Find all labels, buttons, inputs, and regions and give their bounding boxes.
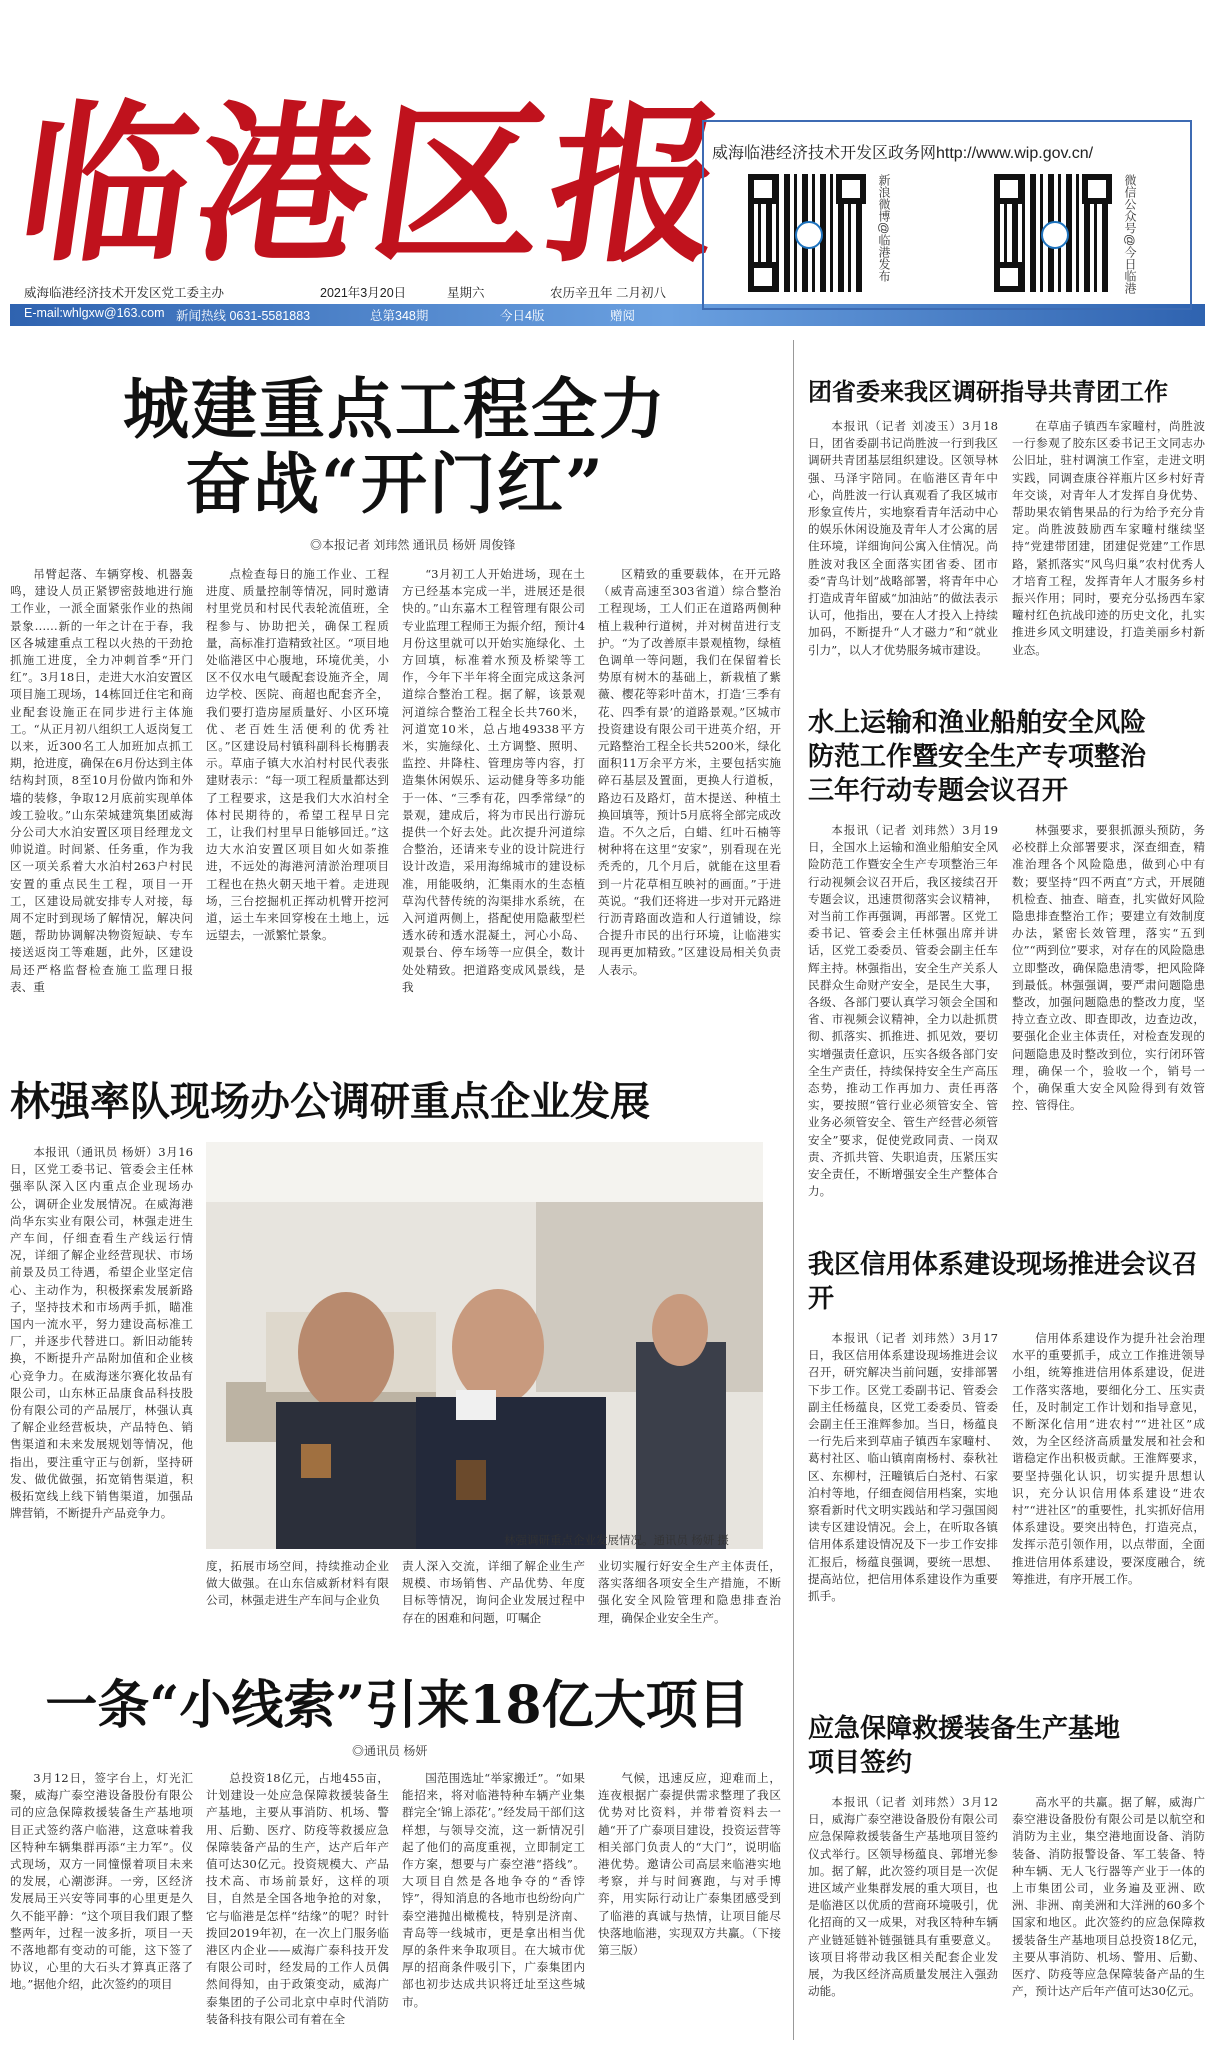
info-box [702, 120, 1192, 310]
article3-headline-line1: 水上运输和渔业船舶安全风险 [808, 708, 1147, 738]
article4-lower-col-1: 度，拓展市场空间，持续推动企业做大做强。在山东信威新材料有限公司，林强走进生产车间与企业负 [206, 1559, 389, 1608]
article3-col-2: 林强要求，要狠抓源头预防，务必校群上众部署要求，深查细查，精准治理各个风险隐患，做到心中有数；要坚持“四不两直”方式，开展随机检查、抽查、暗查，扎实做好风险隐患排查整治工作；要建立有效制度办法，紧密长效管理，落实“五到位”“两到位”要求，对存在的风险隐患立即整改，确保隐患清零，把风险降到最低。林强强调，要严肃问题隐患整改，加强问题隐患的整改力度，坚持立查立改、即查即改，边查边改，要强化企业主体责任，对检查发现的问题隐患及时整改到位，实行闭环管理，确保一个，验收一个，销号一个，确保重大安全风险得到有效管控、管得住。 [1012, 823, 1205, 1113]
article2-headline: 团省委来我区调研指导共青团工作 [808, 377, 1168, 406]
weibo-qr-code[interactable] [748, 174, 866, 292]
issue-pages: 今日4版 [500, 309, 545, 323]
article4-lower-col-2: 责人深入交流，详细了解企业生产规模、市场销售、产品优势、年度目标等情况，询问企业发展过程中存在的困难和问题，叮嘱企 [402, 1559, 585, 1625]
photo-scene [206, 1142, 763, 1549]
article6-col-4: 气候，迅速反应，迎难而上，连夜根据广泰提供需求整理了我区优势对比资料，并带着资料去一趟“开了广泰项目建设，投资运营等相关部门负责人的“大门”，说明临港优势。邀请公司高层来临港实地考察，并与时间赛跑，与对手博弈，用实际行动让广泰集团感受到了临港的真诚与热情，让项目能尽快落地临港，实现双方共赢。（下接第三版） [598, 1771, 781, 1958]
article5-col-1: 本报讯（记者 刘玮然）3月17日，我区信用体系建设现场推进会议召开，研究解决当前问题，安排部署下步工作。区党工委副书记、管委会副主任杨蕴良，区党工委委员、管委会副主任王淮辉参加。当日，杨蕴良一行先后来到草庙子镇西车家疃村、葛村社区、临山镇南南杨村、泰秋社区、东柳村，汪疃镇后白尧村、石家泊村等地，仔细查阅信用档案，实地察看新时代文明实践站和学习强国阅读专区建设情况。会上，在听取各镇信用体系建设情况及下一步工作安排汇报后，杨蕴良强调，要统一思想、提高站位，把信用体系建设作为重要抓手。 [808, 1331, 998, 1604]
issue-number: 总第348期 [370, 309, 429, 323]
photo-caption: 林强调研重点企业发展情况。通讯员 杨妍 摄 [504, 1535, 729, 1547]
article7-col-2: 高水平的共赢。据了解，威海广泰空港设备股份有限公司是以航空和消防为主业，集空港地面设备、消防装备、消防报警设备、军工装备、特种车辆、无人飞行器等产业于一体的上市集团公司，业务遍及亚洲、欧洲、非洲、南美洲和大洋洲的60多个国家和地区。此次签约的应急保障救援装备生产基地项目总投资18亿元，主要从事消防、机场、警用、后勤、医疗、防疫等应急保障装备产品的生产，预计达产后年产值可达30亿元。 [1012, 1795, 1205, 1999]
issue-date: 2021年3月20日 [320, 286, 407, 300]
article6-byline: ◎通讯员 杨妍 [352, 1744, 428, 1758]
article1-col-3: “3月初工人开始进场，现在土方已经基本完成一半，进展还是很快的。”山东嘉木工程管理有限公司专业监理工程师王为振介绍，预计4月份这里就可以开始实施绿化、土方回填，标准着水预及桥梁等工作，今年下半年将全面完成这条河道综合整治工程。据了解，该景观河道综合整治工程全长共760米，河道宽10米，总占地49338平方米，实施绿化、土方调整、照明、监控、井降柱、管理房等内容，打造集休闲娱乐、运动健身等多功能于一体、“三季有花，四季常绿”的景观，建成后，将为市民出行游玩提供一个好去处。此次提升河道综合整治，还请来专业的设计院进行设计改造，采用海绵城市的建设标准，用能吸纳，汇集雨水的生态植草沟代替传统的沟渠排水系统，在入河道两侧上，搭配使用隐蔽型栏透水砖和透水混凝土，河心小岛、观景台、停车场等一应俱全，数计处处精致。把道路变成风景线，是我 [402, 567, 585, 994]
website-url[interactable]: 威海临港经济技术开发区政务网http://www.wip.gov.cn/ [712, 145, 1094, 162]
article1-col-4: 区精致的重要载体，在开元路（威青高速至303省道）综合整治工程现场，工人们正在道路两侧种植上栽种行道树，并对树苗进行支护。“为了改善原丰景观植物，绿植色调单一等问题，我们在保留着长势原有树木的基础上，新栽植了紫薇、樱花等彩叶苗木，打造‘三季有花、四季有景’的道路景观。”区城市投资建设有限公司干进英介绍，开元路整治工程全长共5200米，绿化面积11万余平方米，主要包括实施碎石基层及置面，更换人行道板，路边石及路灯，苗木提送、种植土换回填等，预计5月底将全部完成改造。不久之后，白蜡、红叶石楠等树种将在这里“安家”，别看现在光秃秃的，几个月后，就能在这里看到一片花草相互映衬的画面。”于进英说。“我们还将进一步对开元路进行沥青路面改造和人行道铺设，综合提升市民的出行环境，让临港实现再更加精致。”区建设局相关负责人表示。 [598, 567, 781, 977]
article1-byline: ◎本报记者 刘玮然 通讯员 杨妍 周俊锋 [310, 538, 516, 552]
hotline: 新闻热线 0631-5581883 [176, 309, 311, 323]
article6-col-3: 国范围选址“举家搬迁”。“如果能招来，将对临港特种车辆产业集群完全‘锦上添花’。”经发局干部们这样想，与领导交流，这一新情况引起了他们的高度重视，立即制定工作方案，想要与广泰空港“搭线”。大项目自然是各地争夺的“香饽饽”，得知消息的各地市也纷纷向广泰空港抛出橄榄枝，特别是济南、青岛等一线城市，更是拿出相当优厚的条件来争取项目。在大城市优厚的招商条件吸引下，广泰集团内部也初步达成共识将迁址至这些城市。 [402, 1771, 585, 2009]
issue-weekday: 星期六 [447, 286, 485, 300]
article4-headline: 林强率队现场办公调研重点企业发展 [10, 1078, 650, 1125]
column-divider [793, 340, 794, 2040]
article3-col-1: 本报讯（记者 刘玮然）3月19日，全国水上运输和渔业船舶安全风险防范工作暨安全生产专项整治三年行动视频会议召开后，我区接续召开专题会议，迅速贯彻落实会议精神，对当前工作再强调，再部署。区党工委书记、管委会主任林强出席并讲话，区党工委委员、管委会副主任车辉主持。林强指出，安全生产关系人民群众生命财产安全，是民生大事，各级、各部门要认真学习领会全国和省、市视频会议精神，全力以赴抓贯彻、抓落实、抓推进、抓见效，要切实增强责任意识，压实各级各部门安全生产责任，持续保持安全生产高压态势，推动工作再加力、责任再落实，要按照“管行业必须管安全、管业务必须管安全、管生产经营必须管安全”要求，促使党政同责、一岗双责、齐抓共管、失职追责，压紧压实安全责任，不断增强安全生产整体合力。 [808, 823, 998, 1199]
article3-headline-line2: 防范工作暨安全生产专项整治 [808, 742, 1147, 772]
article7-headline-line2: 项目签约 [808, 1748, 913, 1778]
article1-headline-line1: 城建重点工程全力 [123, 370, 667, 448]
wechat-qr-code[interactable] [994, 174, 1112, 292]
article5-col-2: 信用体系建设作为提升社会治理水平的重要抓手，成立工作推进领导小组，统筹推进信用体系建设，促进工作落实落地，要细化分工、压实责任，及时制定工作计划和指导意见，不断深化信用“进农村”“进社区”成效，为全区经济高质量发展和社会和谐稳定作出积极贡献。王淮辉要求，要坚持强化认识，切实提升思想认识，充分认识信用体系建设“进农村”“进社区”的重要性，扎实抓好信用体系建设。要突出特色，打造亮点，发挥示范引领作用，以点带面，全面推进信用体系建设，要深度融合，统筹推进，有序开展工作。 [1012, 1331, 1205, 1586]
article1-col-2: 点检查每日的施工作业、工程进度、质量控制等情况，同时邀请村里党员和村民代表轮流值班，全程参与、协助把关，确保工程质量，高标准打造精致社区。“项目地处临港区中心腹地，环境优美，小区不仅水电气暖配套设施齐全，周边学校、医院、商超也配套齐全，我们要打造房屋质量好、小区环境优、老百姓生活便利的优秀社区。”区建设局村镇科副科长梅鹏表示。草庙子镇大水泊村村民代表张建财表示：“每一项工程质量都达到了工程要求，这是我们大水泊村全体村民期待的，希望工程早日完工，让我们村里早日能够回迁。”这边大水泊安置区项目如火如荼推进，不远处的海港河清淤治理项目工程也在热火朝天地干着。走进现场，三台挖掘机正挥动机臂开挖河道，运土车来回穿梭在土地上，远远望去，一派繁忙景象。 [206, 567, 389, 943]
photo-enterprise-visit [206, 1142, 763, 1549]
article2-col-2: 在草庙子镇西车家疃村，尚胜波一行参观了胶东区委书记王文同志办公旧址，驻村调演工作室，走进文明实践，同调查康谷祥瓶片区乡村好青年交谈，对青年人才发挥自身优势、帮助果农销售果品的行为给予充分肯定。尚胜波鼓励西车家疃村继续坚持“党建带团建，团建促党建”工作思路，紧抓落实“风鸟归巢”农村优秀人才培育工程，发挥青年人才服务乡村振兴作用；同时，要充分弘扬西车家疃村红色抗战印迹的历史文化，扎实推进乡风文明建设，打造美丽乡村新业态。 [1012, 419, 1205, 657]
article6-headline: 一条“小线索”引来18亿大项目 [45, 1675, 750, 1736]
article7-col-1: 本报讯（记者 刘玮然）3月12日，威海广泰空港设备股份有限公司应急保障救援装备生产基地项目签约仪式举行。区领导杨蕴良、郭增光参加。据了解，此次签约项目是一次促进区域产业集群发展的重大项目，也是临港区以优质的营商环境吸引，优化招商的又一成果，对我区特种车辆产业链延链补链强链具有重要意义。该项目将带动我区相关配套企业发展，为我区经济高质量发展注入强劲动能。 [808, 1795, 998, 1999]
article4-lower-col-3: 业切实履行好安全生产主体责任，落实落细各项安全生产措施，不断强化安全风险管理和隐患排查治理，确保企业安全生产。 [598, 1559, 781, 1625]
org-line: 威海临港经济技术开发区党工委主办 [24, 286, 225, 300]
issue-lunar-date: 农历辛丑年 二月初八 [550, 286, 666, 300]
article1-headline-line2: 奋战“开门红” [185, 445, 605, 523]
article6-col-2: 总投资18亿元，占地455亩，计划建设一处应急保障救援装备生产基地，主要从事消防、机场、警用、后勤、医疗、防疫等救援应急保障装备产品的生产，达产后年产值可达30亿元。投资规模大、产品技术高、市场前景好，这样的项目，自然是全国各地争抢的对象，它与临港是怎样“结缘”的呢？时针拨回2019年初，在一次上门服务临港区内企业——威海广泰科技开发有限公司时，经发局的工作人员偶然间得知，由于政策变动，威海广泰集团的子公司北京中卓时代消防装备科技有限公司有着在全 [206, 1771, 389, 2026]
wechat-qr-label: 微信公众号@今日临港 [1123, 174, 1137, 295]
article2-col-1: 本报讯（记者 刘凌玉）3月18日，团省委副书记尚胜波一行到我区调研共青团基层组织建设。区领导林强、马泽宇陪同。在临港区青年中心，尚胜波一行认真观看了我区城市形象宣传片，实地察看青年活动中心的娱乐休闲设施及青年人才公寓的居住环境，详细询问公寓入住情况。尚胜波对我区全面落实团省委、团市委“青鸟计划”战略部署，将青年中心打造成青年留威“加油站”的做法表示认可，他指出，要在人才投入上持续加码，不断提升“人才磁力”和“就业引力”，以人才优势服务城市建设。 [808, 419, 998, 657]
article5-headline: 我区信用体系建设现场推进会议召开 [808, 1250, 1199, 1314]
email[interactable]: E-mail:whlgxw@163.com [24, 306, 165, 320]
issue-free: 赠阅 [610, 309, 636, 323]
masthead-title: 临港区报 [7, 83, 741, 286]
article7-headline-line1: 应急保障救援装备生产基地 [808, 1714, 1121, 1744]
article1-col-1: 吊臂起落、车辆穿梭、机器轰鸣，建设人员正紧锣密鼓地进行施工作业，一派全面紧张作业的热闹景象……新的一年之计在于春，我区各城建重点工程以火热的干劲抢抓施工进度，全力冲刺首季“开门红”。3月18日，走进大水泊安置区项目施工现场，14栋回迁住宅和商业配套设施正在同步进行主体施工。“从正月初八组织工人返岗复工以来，近300名工人加班加点抓工期，抢进度，确保在6月份达到主体结构封顶，8至10月份做内饰和外墙的装修，争取12月底前实现单体竣工验收。”山东荣城建筑集团威海分公司大水泊安置区项目经理龙文帅说道。时间紧、任务重，作为我区一项关系着大水泊村263户村民安置的重点民生工程，项目一开工，区建设局就安排专人对接，每周不定时到现场了解情况，解决问题，帮助协调解决物资短缺、专车接送返岗工等难题，此外，区建设局还严格监督检查施工监理日报表、重 [10, 567, 193, 994]
weibo-qr-label: 新浪微博@临港发布 [877, 174, 891, 283]
article6-col-1: 3月12日，签字台上，灯光汇聚，威海广泰空港设备股份有限公司的应急保障救援装备生产基地项目正式签约落户临港，这意味着我区特种车辆集群再添“主力军”。仪式现场，双方一同憧憬着项目未来的发展，心潮澎湃。一旁，区经济发展局王兴安等同事的心里更是久久不能平静：“这个项目我们跟了整整两年，过程一波多折，项目一天不落地都有变动的可能，这下签了协议，心里的大石头才算真正落了地。”据他介绍，此次签约的项目 [10, 1771, 193, 1992]
article3-headline-line3: 三年行动专题会议召开 [808, 776, 1069, 806]
article4-col-1: 本报讯（通讯员 杨妍）3月16日，区党工委书记、管委会主任林强率队深入区内重点企业现场办公，调研企业发展情况。在威海港尚华东实业有限公司，林强走进生产车间，仔细查看生产线运行情况，详细了解企业经营现状、市场前景及员工待遇，希望企业坚定信心、主动作为，积极探索发展新路子，坚持技术和市场两手抓，瞄准国内一流水平，努力建设高标准工厂，并逐步代替进口。新旧动能转换，不断提升产品附加值和企业核心竞争力。在威海迷尔赛化妆品有限公司，山东林正品康食品科技股份有限公司的产品展厅，林强认真了解企业经营板块，产品特色、销售渠道和未来发展规划等情况，他指出，要注重守正与创新，坚持研发、做优做强，拓宽销售渠道，积极拓宽线上线下销售渠道，加强品牌营销，不断提升产品竞争力。 [10, 1145, 193, 1521]
